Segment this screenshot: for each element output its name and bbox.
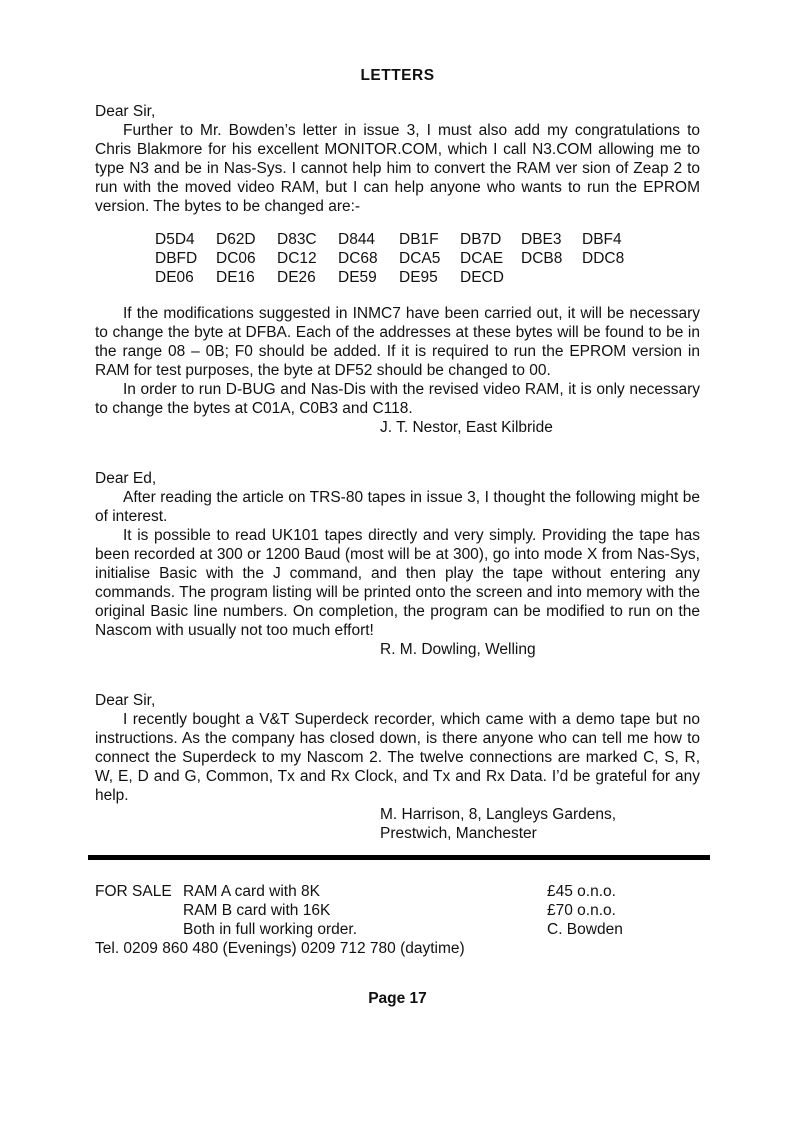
salutation: Dear Sir, (95, 103, 156, 120)
byte-value: D62D (216, 231, 256, 248)
byte-value (521, 268, 582, 287)
byte-value: D83C (277, 231, 317, 248)
for-sale-label-spacer (95, 901, 183, 920)
byte-value: DE95 (399, 269, 438, 286)
byte-value: DBF4 (582, 231, 622, 248)
letter-dowling (95, 469, 700, 659)
byte-value: DB1F (399, 231, 439, 248)
byte-value: DE59 (338, 269, 377, 286)
letter-nestor (95, 102, 700, 437)
letter-paragraph: If the modifications suggested in INMC7 have been carried out, it will be necessary to change the byte at DFBA. Each of the addresses at these bytes will be found to be in the range 08 – 0B; F0 should be added. If it is required to run the EPROM version in RAM for test purposes, the byte at DF52 should be changed to 00. (95, 305, 700, 379)
for-sale-price: C. Bowden (547, 921, 623, 938)
byte-value: DB7D (460, 231, 502, 248)
byte-table-row (155, 268, 700, 287)
byte-value: D5D4 (155, 231, 195, 248)
byte-value: DC68 (338, 250, 378, 267)
byte-value: DCB8 (521, 250, 563, 267)
section-divider (88, 855, 710, 860)
byte-table-row (155, 230, 700, 249)
for-sale-item: RAM B card with 16K (183, 902, 331, 919)
byte-value: DE06 (155, 269, 194, 286)
letter-signature: R. M. Dowling, Welling (380, 641, 536, 658)
byte-address-table (95, 230, 700, 287)
letter-paragraph: After reading the article on TRS-80 tapes in issue 3, I thought the following might be of interest. (95, 489, 700, 525)
byte-value: DECD (460, 269, 504, 286)
for-sale-item: RAM A card with 8K (183, 883, 320, 900)
byte-value (582, 268, 643, 287)
for-sale-price: £70 o.n.o. (547, 902, 616, 919)
byte-value: D844 (338, 231, 376, 248)
byte-value: DC06 (216, 250, 256, 267)
byte-value: DE26 (277, 269, 316, 286)
letter-signature: J. T. Nestor, East Kilbride (380, 419, 553, 436)
letter-harrison (95, 691, 700, 843)
for-sale-label-spacer (95, 920, 183, 939)
byte-table-row (155, 249, 700, 268)
byte-value: DC12 (277, 250, 317, 267)
page-content (95, 66, 700, 1008)
for-sale-telephone: Tel. 0209 860 480 (Evenings) 0209 712 780 (daytime) (95, 940, 465, 957)
for-sale-price: £45 o.n.o. (547, 883, 616, 900)
for-sale-label: FOR SALE (95, 883, 172, 900)
letter-signature: M. Harrison, 8, Langleys Gardens, (380, 806, 617, 823)
byte-value: DBFD (155, 250, 198, 267)
byte-value: DBE3 (521, 231, 562, 248)
letter-paragraph: Further to Mr. Bowden’s letter in issue 3, I must also add my congratulations to Chris Blakmore for his excellent MONITOR.COM, which I call N3.COM allowing me to type N3 and be in Nas-Sys. I cannot help him to convert the RAM ver sion of Zeap 2 to run with the moved video RAM, but I can help anyone who wants to run the EPROM version. The bytes to be changed are:- (95, 122, 700, 215)
letter-paragraph: I recently bought a V&T Superdeck recorder, which came with a demo tape but no instructions. As the company has closed down, is there anyone who can tell me how to connect the Superdeck to my Nascom 2. The twelve connections are marked C, S, R, W, E, D and G, Common, Tx and Rx Clock, and Tx and Rx Data. I’d be grateful for any help. (95, 711, 700, 804)
page-title: LETTERS (360, 67, 435, 84)
salutation: Dear Ed, (95, 470, 157, 487)
for-sale-section (95, 882, 700, 939)
letter-paragraph: In order to run D-BUG and Nas-Dis with the revised video RAM, it is only necessary to change the bytes at C01A, C0B3 and C118. (95, 381, 700, 417)
byte-value: DCA5 (399, 250, 441, 267)
byte-value: DCAE (460, 250, 504, 267)
byte-value: DDC8 (582, 250, 625, 267)
salutation: Dear Sir, (95, 692, 156, 709)
byte-value: DE16 (216, 269, 255, 286)
letter-signature: Prestwich, Manchester (380, 825, 537, 842)
for-sale-item: Both in full working order. (183, 921, 358, 938)
page-number: Page 17 (368, 990, 427, 1007)
letter-paragraph: It is possible to read UK101 tapes directly and very simply. Providing the tape has been recorded at 300 or 1200 Baud (most will be at 300), go into mode X from Nas-Sys, initialise Basic with the J command, and then play the tape without entering any commands. The program listing will be printed onto the screen and into memory with the original Basic line numbers. On completion, the program can be modified to run on the Nascom with usually not too much effort! (95, 527, 700, 639)
